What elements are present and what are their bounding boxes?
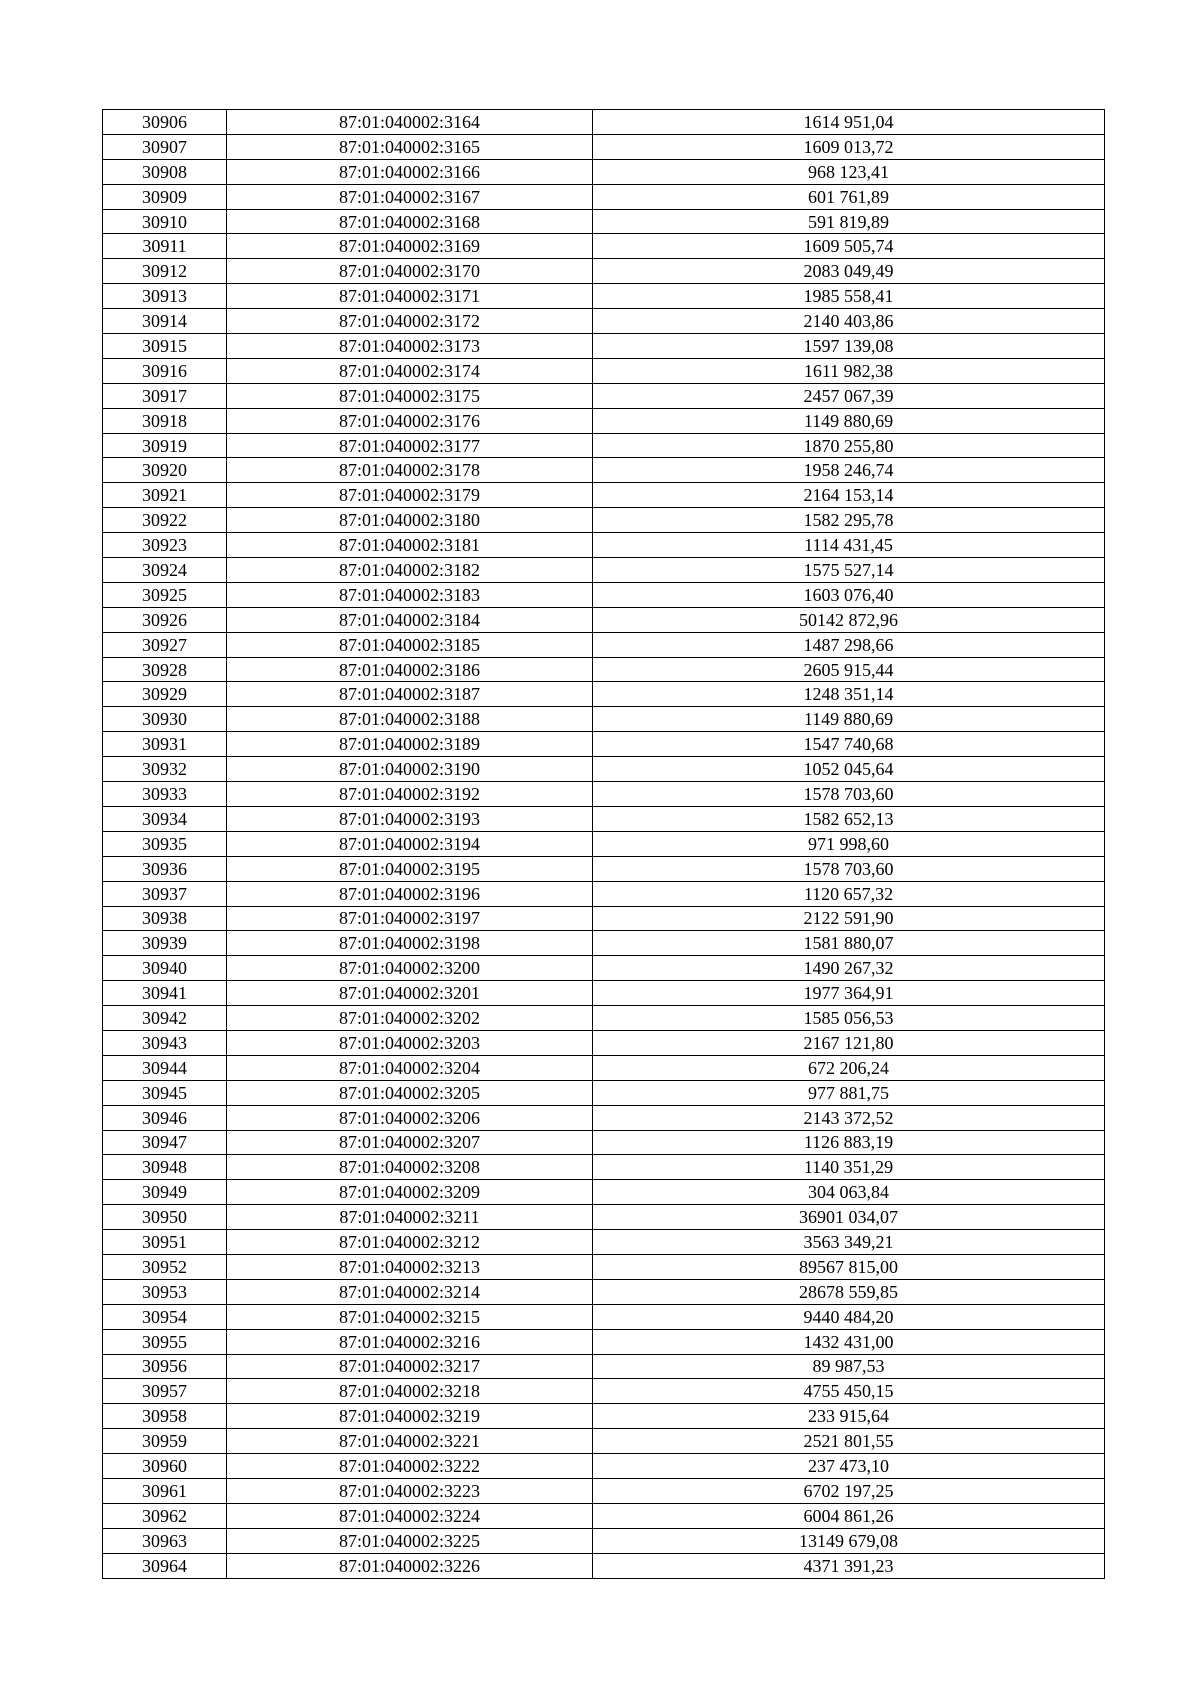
cadastral-number-cell: 87:01:040002:3218 — [227, 1379, 593, 1404]
value-cell: 1578 703,60 — [593, 856, 1105, 881]
value-cell: 1582 652,13 — [593, 806, 1105, 831]
row-number-cell: 30962 — [103, 1503, 227, 1528]
row-number-cell: 30919 — [103, 433, 227, 458]
value-cell: 6702 197,25 — [593, 1478, 1105, 1503]
value-cell: 1487 298,66 — [593, 632, 1105, 657]
row-number-cell: 30912 — [103, 259, 227, 284]
row-number-cell: 30961 — [103, 1478, 227, 1503]
table-row — [103, 458, 1105, 483]
table-row — [103, 1006, 1105, 1031]
table-row — [103, 159, 1105, 184]
table-row — [103, 981, 1105, 1006]
table-row — [103, 1030, 1105, 1055]
cadastral-number-cell: 87:01:040002:3173 — [227, 334, 593, 359]
value-cell: 2521 801,55 — [593, 1429, 1105, 1454]
value-cell: 1614 951,04 — [593, 110, 1105, 135]
value-cell: 1149 880,69 — [593, 707, 1105, 732]
value-cell: 1611 982,38 — [593, 358, 1105, 383]
row-number-cell: 30935 — [103, 831, 227, 856]
value-cell: 4755 450,15 — [593, 1379, 1105, 1404]
table-row — [103, 558, 1105, 583]
value-cell: 1052 045,64 — [593, 757, 1105, 782]
value-cell: 2083 049,49 — [593, 259, 1105, 284]
table-row — [103, 682, 1105, 707]
cadastral-number-cell: 87:01:040002:3172 — [227, 309, 593, 334]
cadastral-number-cell: 87:01:040002:3203 — [227, 1030, 593, 1055]
cadastral-number-cell: 87:01:040002:3186 — [227, 657, 593, 682]
table-row — [103, 1379, 1105, 1404]
cadastral-number-cell: 87:01:040002:3188 — [227, 707, 593, 732]
cadastral-number-cell: 87:01:040002:3165 — [227, 134, 593, 159]
cadastral-number-cell: 87:01:040002:3184 — [227, 607, 593, 632]
value-cell: 50142 872,96 — [593, 607, 1105, 632]
value-cell: 28678 559,85 — [593, 1279, 1105, 1304]
value-cell: 1575 527,14 — [593, 558, 1105, 583]
table-row — [103, 383, 1105, 408]
row-number-cell: 30908 — [103, 159, 227, 184]
value-cell: 1582 295,78 — [593, 508, 1105, 533]
value-cell: 233 915,64 — [593, 1404, 1105, 1429]
table-body — [103, 110, 1105, 1579]
value-cell: 13149 679,08 — [593, 1528, 1105, 1553]
table-row — [103, 931, 1105, 956]
row-number-cell: 30929 — [103, 682, 227, 707]
row-number-cell: 30914 — [103, 309, 227, 334]
value-cell: 672 206,24 — [593, 1055, 1105, 1080]
cadastral-number-cell: 87:01:040002:3209 — [227, 1180, 593, 1205]
table-row — [103, 1055, 1105, 1080]
table-row — [103, 782, 1105, 807]
cadastral-number-cell: 87:01:040002:3183 — [227, 582, 593, 607]
value-cell: 1248 351,14 — [593, 682, 1105, 707]
cadastral-number-cell: 87:01:040002:3216 — [227, 1329, 593, 1354]
value-cell: 2164 153,14 — [593, 483, 1105, 508]
cadastral-number-cell: 87:01:040002:3175 — [227, 383, 593, 408]
table-row — [103, 1329, 1105, 1354]
value-cell: 1985 558,41 — [593, 284, 1105, 309]
cadastral-number-cell: 87:01:040002:3164 — [227, 110, 593, 135]
value-cell: 1547 740,68 — [593, 732, 1105, 757]
cadastral-number-cell: 87:01:040002:3198 — [227, 931, 593, 956]
table-row — [103, 707, 1105, 732]
value-cell: 89567 815,00 — [593, 1254, 1105, 1279]
cadastral-number-cell: 87:01:040002:3222 — [227, 1454, 593, 1479]
value-cell: 1578 703,60 — [593, 782, 1105, 807]
table-row — [103, 881, 1105, 906]
table-row — [103, 732, 1105, 757]
row-number-cell: 30945 — [103, 1080, 227, 1105]
table-row — [103, 906, 1105, 931]
table-row — [103, 607, 1105, 632]
cadastral-number-cell: 87:01:040002:3206 — [227, 1105, 593, 1130]
row-number-cell: 30932 — [103, 757, 227, 782]
cadastral-number-cell: 87:01:040002:3167 — [227, 184, 593, 209]
row-number-cell: 30946 — [103, 1105, 227, 1130]
row-number-cell: 30944 — [103, 1055, 227, 1080]
cadastral-number-cell: 87:01:040002:3208 — [227, 1155, 593, 1180]
row-number-cell: 30943 — [103, 1030, 227, 1055]
value-cell: 591 819,89 — [593, 209, 1105, 234]
value-cell: 89 987,53 — [593, 1354, 1105, 1379]
table-row — [103, 184, 1105, 209]
row-number-cell: 30949 — [103, 1180, 227, 1205]
table-row — [103, 856, 1105, 881]
table-row — [103, 582, 1105, 607]
table-row — [103, 956, 1105, 981]
row-number-cell: 30911 — [103, 234, 227, 259]
cadastral-number-cell: 87:01:040002:3178 — [227, 458, 593, 483]
table-row — [103, 1354, 1105, 1379]
value-cell: 2605 915,44 — [593, 657, 1105, 682]
value-cell: 1126 883,19 — [593, 1130, 1105, 1155]
row-number-cell: 30915 — [103, 334, 227, 359]
row-number-cell: 30928 — [103, 657, 227, 682]
table-row — [103, 657, 1105, 682]
row-number-cell: 30948 — [103, 1155, 227, 1180]
cadastral-number-cell: 87:01:040002:3169 — [227, 234, 593, 259]
value-cell: 1432 431,00 — [593, 1329, 1105, 1354]
value-cell: 1977 364,91 — [593, 981, 1105, 1006]
table-row — [103, 334, 1105, 359]
value-cell: 1609 505,74 — [593, 234, 1105, 259]
cadastral-number-cell: 87:01:040002:3197 — [227, 906, 593, 931]
table-row — [103, 1429, 1105, 1454]
value-cell: 1609 013,72 — [593, 134, 1105, 159]
cadastral-number-cell: 87:01:040002:3176 — [227, 408, 593, 433]
value-cell: 971 998,60 — [593, 831, 1105, 856]
cadastral-number-cell: 87:01:040002:3189 — [227, 732, 593, 757]
table-row — [103, 1528, 1105, 1553]
row-number-cell: 30926 — [103, 607, 227, 632]
row-number-cell: 30916 — [103, 358, 227, 383]
row-number-cell: 30951 — [103, 1230, 227, 1255]
value-cell: 1870 255,80 — [593, 433, 1105, 458]
table-row — [103, 433, 1105, 458]
row-number-cell: 30920 — [103, 458, 227, 483]
cadastral-number-cell: 87:01:040002:3181 — [227, 533, 593, 558]
cadastral-number-cell: 87:01:040002:3174 — [227, 358, 593, 383]
table-row — [103, 831, 1105, 856]
value-cell: 2140 403,86 — [593, 309, 1105, 334]
cadastral-number-cell: 87:01:040002:3195 — [227, 856, 593, 881]
row-number-cell: 30930 — [103, 707, 227, 732]
cadastral-number-cell: 87:01:040002:3202 — [227, 1006, 593, 1031]
row-number-cell: 30906 — [103, 110, 227, 135]
row-number-cell: 30921 — [103, 483, 227, 508]
row-number-cell: 30963 — [103, 1528, 227, 1553]
table-row — [103, 1478, 1105, 1503]
cadastral-number-cell: 87:01:040002:3219 — [227, 1404, 593, 1429]
row-number-cell: 30964 — [103, 1553, 227, 1578]
value-cell: 1597 139,08 — [593, 334, 1105, 359]
value-cell: 968 123,41 — [593, 159, 1105, 184]
cadastral-number-cell: 87:01:040002:3211 — [227, 1205, 593, 1230]
table-row — [103, 632, 1105, 657]
table-row — [103, 1205, 1105, 1230]
cadastral-number-cell: 87:01:040002:3214 — [227, 1279, 593, 1304]
row-number-cell: 30953 — [103, 1279, 227, 1304]
value-cell: 2457 067,39 — [593, 383, 1105, 408]
value-cell: 1149 880,69 — [593, 408, 1105, 433]
row-number-cell: 30954 — [103, 1304, 227, 1329]
value-cell: 2122 591,90 — [593, 906, 1105, 931]
cadastral-number-cell: 87:01:040002:3207 — [227, 1130, 593, 1155]
value-cell: 3563 349,21 — [593, 1230, 1105, 1255]
row-number-cell: 30917 — [103, 383, 227, 408]
cadastral-number-cell: 87:01:040002:3185 — [227, 632, 593, 657]
table-row — [103, 1254, 1105, 1279]
table-row — [103, 1155, 1105, 1180]
cadastral-number-cell: 87:01:040002:3221 — [227, 1429, 593, 1454]
table-row — [103, 806, 1105, 831]
cadastral-number-cell: 87:01:040002:3182 — [227, 558, 593, 583]
table-row — [103, 508, 1105, 533]
table-row — [103, 1553, 1105, 1578]
value-cell: 1490 267,32 — [593, 956, 1105, 981]
value-cell: 1603 076,40 — [593, 582, 1105, 607]
cadastral-number-cell: 87:01:040002:3190 — [227, 757, 593, 782]
value-cell: 1114 431,45 — [593, 533, 1105, 558]
table-row — [103, 1105, 1105, 1130]
value-cell: 977 881,75 — [593, 1080, 1105, 1105]
value-cell: 1585 056,53 — [593, 1006, 1105, 1031]
cadastral-number-cell: 87:01:040002:3200 — [227, 956, 593, 981]
row-number-cell: 30947 — [103, 1130, 227, 1155]
row-number-cell: 30956 — [103, 1354, 227, 1379]
row-number-cell: 30942 — [103, 1006, 227, 1031]
row-number-cell: 30918 — [103, 408, 227, 433]
cadastral-value-table — [102, 109, 1105, 1579]
cadastral-number-cell: 87:01:040002:3194 — [227, 831, 593, 856]
row-number-cell: 30957 — [103, 1379, 227, 1404]
cadastral-number-cell: 87:01:040002:3170 — [227, 259, 593, 284]
table-row — [103, 483, 1105, 508]
cadastral-number-cell: 87:01:040002:3205 — [227, 1080, 593, 1105]
cadastral-number-cell: 87:01:040002:3179 — [227, 483, 593, 508]
row-number-cell: 30909 — [103, 184, 227, 209]
value-cell: 9440 484,20 — [593, 1304, 1105, 1329]
row-number-cell: 30933 — [103, 782, 227, 807]
table-row — [103, 234, 1105, 259]
row-number-cell: 30952 — [103, 1254, 227, 1279]
value-cell: 1581 880,07 — [593, 931, 1105, 956]
value-cell: 601 761,89 — [593, 184, 1105, 209]
row-number-cell: 30939 — [103, 931, 227, 956]
table-row — [103, 408, 1105, 433]
row-number-cell: 30925 — [103, 582, 227, 607]
row-number-cell: 30937 — [103, 881, 227, 906]
row-number-cell: 30923 — [103, 533, 227, 558]
row-number-cell: 30907 — [103, 134, 227, 159]
cadastral-number-cell: 87:01:040002:3168 — [227, 209, 593, 234]
row-number-cell: 30927 — [103, 632, 227, 657]
value-cell: 2143 372,52 — [593, 1105, 1105, 1130]
row-number-cell: 30931 — [103, 732, 227, 757]
row-number-cell: 30924 — [103, 558, 227, 583]
row-number-cell: 30936 — [103, 856, 227, 881]
row-number-cell: 30913 — [103, 284, 227, 309]
table-row — [103, 1279, 1105, 1304]
row-number-cell: 30959 — [103, 1429, 227, 1454]
cadastral-number-cell: 87:01:040002:3193 — [227, 806, 593, 831]
table-row — [103, 309, 1105, 334]
cadastral-number-cell: 87:01:040002:3224 — [227, 1503, 593, 1528]
cadastral-number-cell: 87:01:040002:3217 — [227, 1354, 593, 1379]
table-row — [103, 1503, 1105, 1528]
table-row — [103, 259, 1105, 284]
table-row — [103, 110, 1105, 135]
row-number-cell: 30955 — [103, 1329, 227, 1354]
cadastral-number-cell: 87:01:040002:3196 — [227, 881, 593, 906]
cadastral-number-cell: 87:01:040002:3187 — [227, 682, 593, 707]
value-cell: 1958 246,74 — [593, 458, 1105, 483]
value-cell: 1140 351,29 — [593, 1155, 1105, 1180]
table-row — [103, 209, 1105, 234]
row-number-cell: 30922 — [103, 508, 227, 533]
value-cell: 304 063,84 — [593, 1180, 1105, 1205]
value-cell: 6004 861,26 — [593, 1503, 1105, 1528]
cadastral-number-cell: 87:01:040002:3223 — [227, 1478, 593, 1503]
cadastral-number-cell: 87:01:040002:3166 — [227, 159, 593, 184]
table-row — [103, 1130, 1105, 1155]
value-cell: 36901 034,07 — [593, 1205, 1105, 1230]
row-number-cell: 30950 — [103, 1205, 227, 1230]
row-number-cell: 30938 — [103, 906, 227, 931]
table-row — [103, 1304, 1105, 1329]
row-number-cell: 30940 — [103, 956, 227, 981]
table-row — [103, 1080, 1105, 1105]
table-row — [103, 757, 1105, 782]
cadastral-number-cell: 87:01:040002:3192 — [227, 782, 593, 807]
cadastral-number-cell: 87:01:040002:3204 — [227, 1055, 593, 1080]
cadastral-number-cell: 87:01:040002:3171 — [227, 284, 593, 309]
cadastral-number-cell: 87:01:040002:3215 — [227, 1304, 593, 1329]
cadastral-number-cell: 87:01:040002:3226 — [227, 1553, 593, 1578]
cadastral-number-cell: 87:01:040002:3225 — [227, 1528, 593, 1553]
table-row — [103, 134, 1105, 159]
value-cell: 4371 391,23 — [593, 1553, 1105, 1578]
value-cell: 1120 657,32 — [593, 881, 1105, 906]
cadastral-number-cell: 87:01:040002:3177 — [227, 433, 593, 458]
table-row — [103, 533, 1105, 558]
value-cell: 237 473,10 — [593, 1454, 1105, 1479]
table-row — [103, 1230, 1105, 1255]
table-row — [103, 1404, 1105, 1429]
cadastral-number-cell: 87:01:040002:3213 — [227, 1254, 593, 1279]
table-row — [103, 358, 1105, 383]
table-row — [103, 1454, 1105, 1479]
table-row — [103, 1180, 1105, 1205]
row-number-cell: 30958 — [103, 1404, 227, 1429]
cadastral-number-cell: 87:01:040002:3201 — [227, 981, 593, 1006]
row-number-cell: 30910 — [103, 209, 227, 234]
cadastral-number-cell: 87:01:040002:3212 — [227, 1230, 593, 1255]
cadastral-number-cell: 87:01:040002:3180 — [227, 508, 593, 533]
table-row — [103, 284, 1105, 309]
row-number-cell: 30941 — [103, 981, 227, 1006]
row-number-cell: 30960 — [103, 1454, 227, 1479]
row-number-cell: 30934 — [103, 806, 227, 831]
value-cell: 2167 121,80 — [593, 1030, 1105, 1055]
